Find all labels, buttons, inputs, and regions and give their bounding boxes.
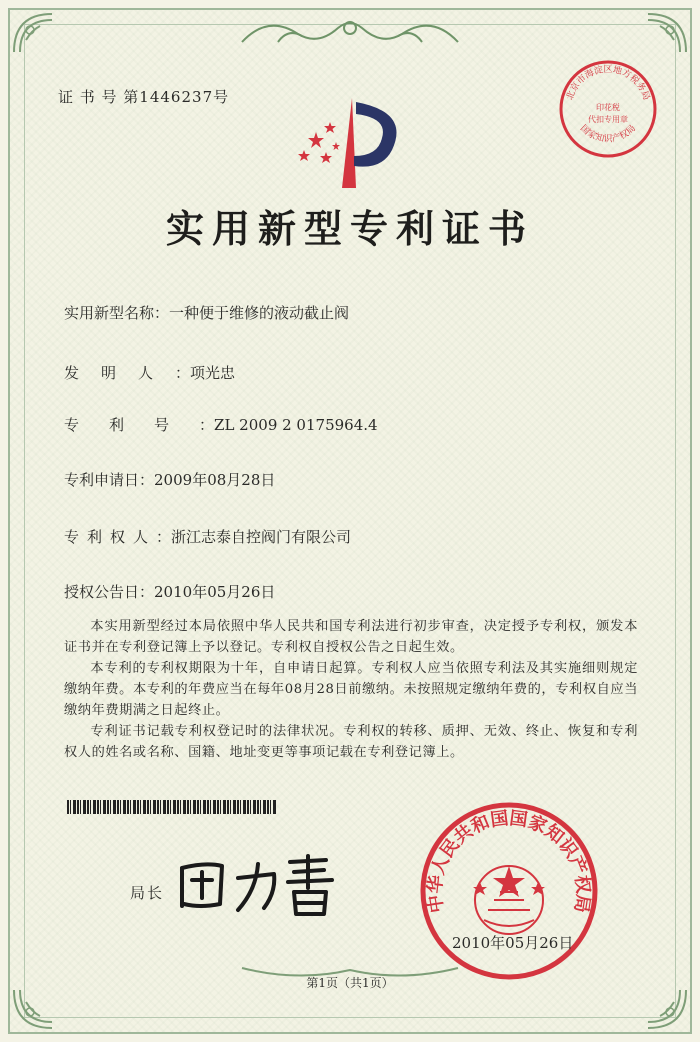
certificate-number: 证 书 号 第1446237号 bbox=[58, 88, 230, 106]
tax-stamp-seal bbox=[557, 58, 659, 160]
corner-ornament-icon bbox=[644, 10, 690, 56]
patentee-value: 浙江志泰自控阀门有限公司 bbox=[171, 528, 352, 546]
patent-number-value: ZL 2009 2 0175964.4 bbox=[214, 416, 378, 434]
svg-text:中华人民共和国国家知识产权局: 中华人民共和国国家知识产权局 bbox=[424, 807, 594, 915]
filing-date-value: 2009年08月28日 bbox=[154, 471, 276, 489]
inventor-field: 发明人：项光忠 bbox=[64, 364, 236, 382]
patent-number-field: 专利号：ZL 2009 2 0175964.4 bbox=[64, 416, 378, 434]
corner-ornament-icon bbox=[644, 986, 690, 1032]
body-paragraph: 本实用新型经过本局依照中华人民共和国专利法进行初步审查，决定授予专利权，颁发本证书并在专利登记簿上予以登记。专利权自授权公告之日起生效。 bbox=[64, 619, 638, 655]
inventor-value: 项光忠 bbox=[190, 364, 236, 382]
utility-model-name-value: 一种便于维修的液动截止阀 bbox=[169, 304, 350, 322]
filing-date-field: 专利申请日：2009年08月28日 bbox=[64, 471, 276, 489]
svg-text:北京市海淀区地方税务局: 北京市海淀区地方税务局 bbox=[565, 65, 651, 102]
cnipa-official-seal bbox=[418, 800, 600, 982]
page-number: 第1页（共1页） bbox=[306, 976, 394, 990]
body-paragraph: 专利证书记载专利权登记时的法律状况。专利权的转移、质押、无效、终止、恢复和专利权人的姓名或名称、国籍、地址变更等事项记载在专利登记簿上。 bbox=[64, 724, 638, 760]
issue-date: 2010年05月26日 bbox=[452, 934, 574, 952]
svg-text:印花税: 印花税 bbox=[596, 103, 620, 112]
director-signature-icon bbox=[176, 848, 344, 920]
cnipa-logo-icon bbox=[292, 92, 416, 192]
corner-ornament-icon bbox=[10, 986, 56, 1032]
corner-ornament-icon bbox=[10, 10, 56, 56]
certificate-body-text bbox=[64, 616, 638, 763]
grant-date-field: 授权公告日：2010年05月26日 bbox=[64, 583, 276, 601]
certificate-title: 实用新型专利证书 bbox=[165, 207, 534, 251]
barcode-icon bbox=[67, 800, 277, 814]
grant-date-value: 2010年05月26日 bbox=[154, 583, 276, 601]
svg-text:代扣专用章: 代扣专用章 bbox=[588, 115, 628, 124]
patentee-field: 专利权人：浙江志泰自控阀门有限公司 bbox=[64, 528, 352, 546]
svg-text:国家知识产权局: 国家知识产权局 bbox=[577, 123, 639, 145]
utility-model-name-field: 实用新型名称：一种便于维修的液动截止阀 bbox=[64, 304, 350, 322]
top-scroll-ornament-icon bbox=[238, 12, 462, 52]
body-paragraph: 本专利的专利权期限为十年，自申请日起算。专利权人应当依照专利法及其实施细则规定缴纳年费。本专利的年费应当在每年08月28日前缴纳。未按照规定缴纳年费的，专利权自应当缴纳年费期满之日起终止。 bbox=[64, 661, 638, 718]
director-label: 局长 bbox=[130, 884, 165, 902]
